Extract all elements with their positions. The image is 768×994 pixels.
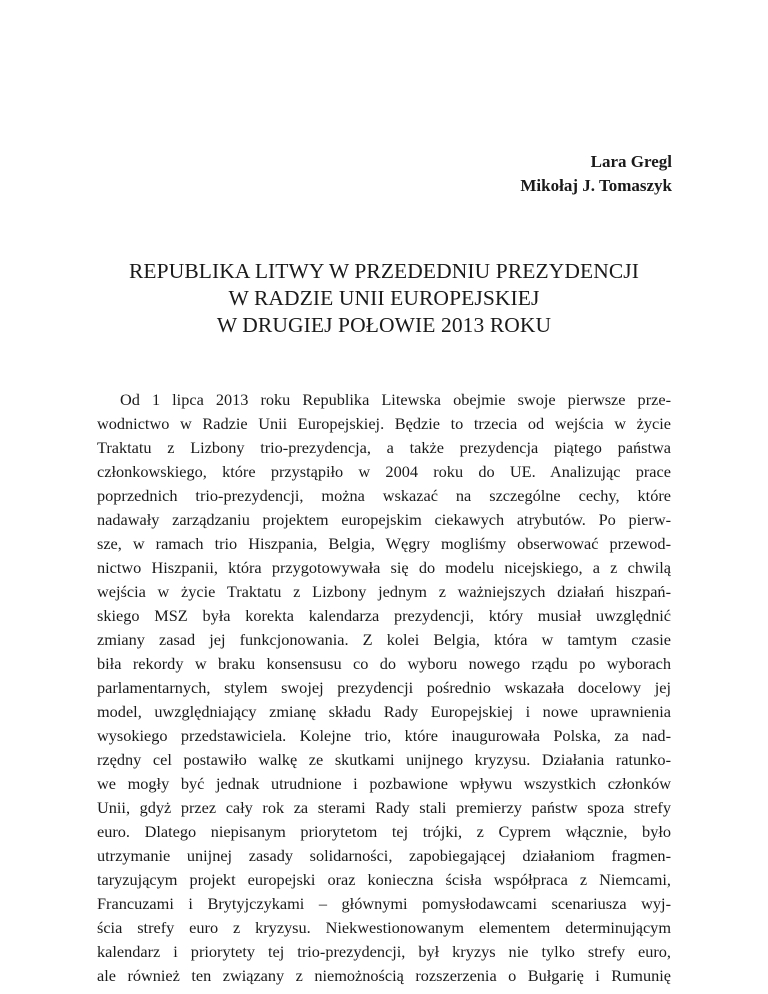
paragraph-line: wejścia w życie Traktatu z Lizbony jednym z ważniejszych działań hiszpań- (97, 582, 671, 601)
paragraph-line: euro. Dlatego niepisanym priorytetom tej trójki, z Cyprem włącznie, było (97, 822, 671, 841)
paragraph-line: ale również ten związany z niemożnością rozszerzenia o Bułgarię i Rumunię (97, 966, 671, 985)
paragraph-line: zmiany zasad jej funkcjonowania. Z kolei Belgia, która w tamtym czasie (97, 630, 671, 649)
paragraph-line: we mogły być jednak utrudnione i pozbawione wpływu wszystkich członków (97, 774, 671, 793)
author-name: Lara Gregl (590, 152, 672, 171)
paragraph-line: Francuzami i Brytyjczykami – głównymi pomysłodawcami scenariusza wyj- (97, 894, 671, 913)
author-name: Mikołaj J. Tomaszyk (520, 176, 672, 195)
title-line: REPUBLIKA LITWY W PRZEDEDNIU PREZYDENCJI (128, 259, 640, 283)
paragraph-line: taryzującym projekt europejski oraz konieczna ścisła współpraca z Niemcami, (97, 870, 671, 889)
paragraph-line: skiego MSZ była korekta kalendarza prezydencji, który musiał uwzględnić (97, 606, 671, 625)
paragraph-line: biła rekordy w braku konsensusu co do wyboru nowego rządu po wyborach (97, 654, 671, 673)
paragraph-line: Od 1 lipca 2013 roku Republika Litewska obejmie swoje pierwsze prze- (120, 390, 671, 409)
paragraph-line: kalendarz i priorytety tej trio-prezydencji, był kryzys nie tylko strefy euro, (97, 942, 671, 961)
paragraph-line: nictwo Hiszpanii, która przygotowywała się do modelu nicejskiego, a z chwilą (97, 558, 671, 577)
paragraph-line: Traktatu z Lizbony trio-prezydencja, a także prezydencja piątego państwa (97, 438, 671, 457)
author-block (520, 150, 672, 198)
paragraph-line: rzędny cel postawiło walkę ze skutkami unijnego kryzysu. Działania ratunko- (97, 750, 671, 769)
paragraph-line: sze, w ramach trio Hiszpania, Belgia, Węgry mogliśmy obserwować przewod- (97, 534, 671, 553)
paragraph-line: model, uwzględniający zmianę składu Rady Europejskiej i nowe uprawnienia (97, 702, 671, 721)
title-line: W DRUGIEJ POŁOWIE 2013 ROKU (216, 313, 552, 337)
paragraph-line: wodnictwo w Radzie Unii Europejskiej. Będzie to trzecia od wejścia w życie (97, 414, 671, 433)
paragraph-line: ścia strefy euro z kryzysu. Niekwestionowanym elementem determinującym (97, 918, 671, 937)
paragraph-line: wysokiego przedstawiciela. Kolejne trio, które inaugurowała Polska, za nad- (97, 726, 671, 745)
title-line: W RADZIE UNII EUROPEJSKIEJ (228, 286, 540, 310)
paragraph-line: poprzednich trio-prezydencji, można wskazać na szczególne cechy, które (97, 486, 671, 505)
paragraph-line: członkowskiego, które przystąpiło w 2004 roku do UE. Analizując prace (97, 462, 671, 481)
paragraph-line: parlamentarnych, stylem swojej prezydencji pośrednio wskazała docelowy jej (97, 678, 671, 697)
paragraph-line: nadawały zarządzaniu projektem europejskim ciekawych atrybutów. Po pierw- (97, 510, 671, 529)
paragraph-line: utrzymanie unijnej zasady solidarności, zapobiegającej działaniom fragmen- (97, 846, 671, 865)
body-paragraph (97, 388, 671, 988)
article-title (70, 258, 698, 339)
paragraph-line: Unii, gdyż przez cały rok za sterami Rady stali premierzy państw spoza strefy (97, 798, 671, 817)
